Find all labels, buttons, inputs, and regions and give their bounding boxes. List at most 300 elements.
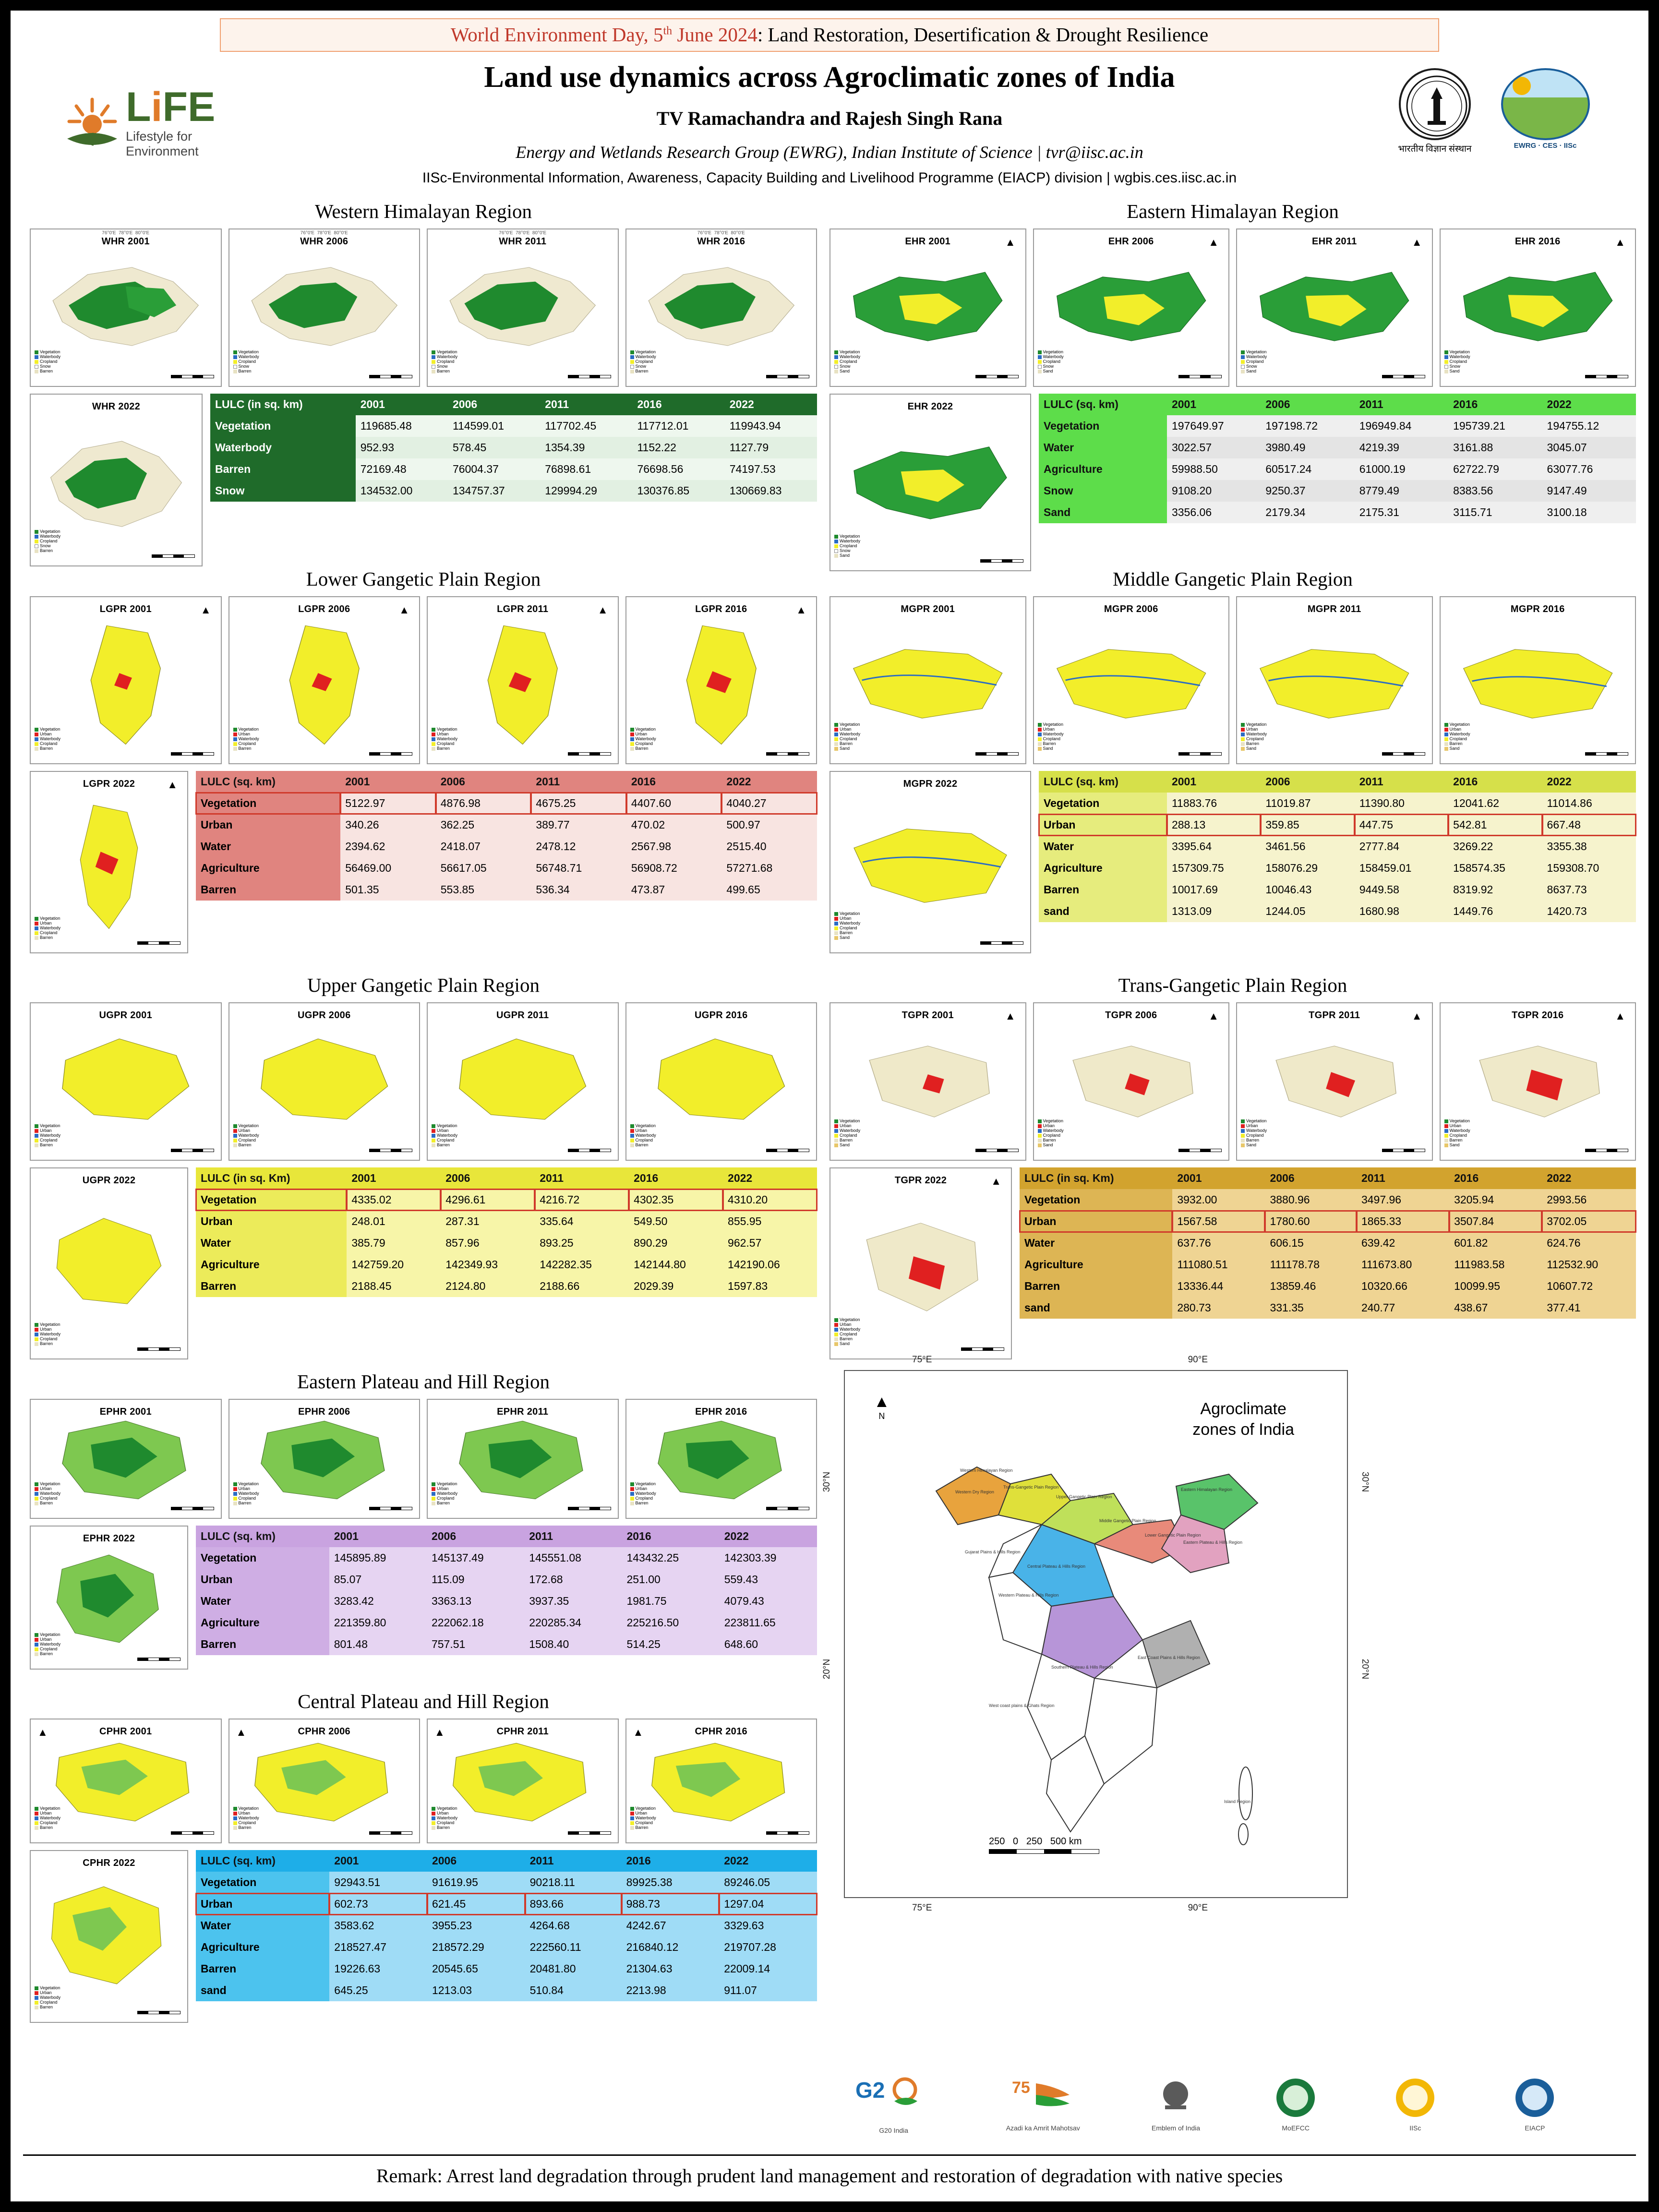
north-arrow-icon: ▲ — [434, 1726, 445, 1738]
region-title-mgpr: Middle Gangetic Plain Region — [1113, 568, 1353, 590]
map-lgpr-2011[interactable] — [427, 596, 619, 764]
map-cphr-2022[interactable] — [30, 1850, 188, 2023]
cell: 3932.00 — [1172, 1189, 1265, 1211]
cell: 2188.66 — [535, 1275, 629, 1297]
scale-250-left: 250 — [989, 1836, 1005, 1847]
cell: 1981.75 — [622, 1590, 719, 1612]
north-arrow-icon: ▲ — [1208, 1010, 1219, 1022]
region-ephr — [30, 1370, 817, 1677]
cell: 2179.34 — [1261, 502, 1354, 523]
col-header: 2006 — [427, 1850, 525, 1872]
map-mgpr-2006[interactable] — [1033, 596, 1230, 764]
cell: 111080.51 — [1172, 1254, 1265, 1275]
map-whr-2016[interactable]: 76°0'E 78°0'E 80°0'E WHR 2016 Vegetation Waterbody Cropland Snow Barren — [625, 228, 817, 387]
cell: 601.82 — [1449, 1232, 1542, 1254]
table-row — [1039, 793, 1636, 814]
map-legend: Vegetation Urban Waterbody Cropland Barren Sand — [834, 722, 860, 751]
table-ephr — [196, 1526, 817, 1655]
cell: 3283.42 — [329, 1590, 427, 1612]
table-row — [210, 415, 817, 437]
cell: 3497.96 — [1357, 1189, 1449, 1211]
cell: 129994.29 — [540, 480, 632, 502]
col-header: 2011 — [531, 771, 626, 793]
cell: 621.45 — [427, 1893, 525, 1915]
scale-bar — [137, 2011, 180, 2014]
map-label: WHR 2011 — [499, 236, 547, 247]
table-header-row — [1039, 771, 1636, 793]
cell: 578.45 — [448, 437, 540, 458]
map-ehr-2022[interactable] — [830, 394, 1031, 571]
cell: 542.81 — [1448, 814, 1542, 836]
map-ehr-2011[interactable] — [1236, 228, 1433, 387]
col-header: LULC (sq. km) — [196, 1850, 329, 1872]
cell: 4310.20 — [723, 1189, 817, 1211]
cell: 335.64 — [535, 1211, 629, 1232]
region-title-ugpr: Upper Gangetic Plain Region — [307, 974, 540, 996]
row-label: Vegetation — [1039, 415, 1167, 437]
map-label: TGPR 2022 — [894, 1175, 947, 1186]
cell: 1127.79 — [725, 437, 817, 458]
cell: 1420.73 — [1542, 901, 1636, 922]
cell: 220285.34 — [524, 1612, 622, 1634]
scale-bar — [1178, 1149, 1222, 1152]
cell: 2029.39 — [629, 1275, 723, 1297]
cell: 13336.44 — [1172, 1275, 1265, 1297]
map-legend: Vegetation Waterbody Cropland Snow Barren — [35, 529, 60, 553]
scale-bar — [369, 375, 412, 378]
col-header: 2011 — [1355, 771, 1448, 793]
row-label: Water — [196, 1915, 329, 1936]
table-row — [1020, 1275, 1636, 1297]
row-label: sand — [1039, 901, 1167, 922]
row-label: sand — [196, 1980, 329, 2001]
cell: 10017.69 — [1167, 879, 1261, 901]
north-arrow-icon: ▲ — [236, 1726, 247, 1738]
col-header: 2016 — [626, 771, 722, 793]
col-header: 2011 — [540, 394, 632, 415]
cell: 111983.58 — [1449, 1254, 1542, 1275]
region-whr — [30, 200, 817, 555]
cell: 158574.35 — [1448, 857, 1542, 879]
cell: 197198.72 — [1261, 415, 1354, 437]
map-ephr-2011[interactable] — [427, 1399, 619, 1519]
sun-icon — [63, 95, 121, 152]
cell: 56908.72 — [626, 857, 722, 879]
cell: 2777.84 — [1355, 836, 1448, 857]
life-wordmark — [126, 84, 216, 159]
scale-bar — [568, 1149, 611, 1152]
cell: 222560.11 — [525, 1936, 622, 1958]
iisc-caption: भारतीय विज्ञान संस्थान — [1398, 144, 1472, 154]
cell: 3980.49 — [1261, 437, 1354, 458]
cell: 287.31 — [441, 1211, 535, 1232]
svg-text:Western Himalayan Region: Western Himalayan Region — [960, 1468, 1013, 1473]
row-label: Urban — [196, 1569, 329, 1590]
table-row — [196, 1980, 817, 2001]
cell: 158459.01 — [1355, 857, 1448, 879]
map-lgpr-2001[interactable] — [30, 596, 222, 764]
event-banner — [220, 18, 1439, 52]
banner-event-date: June 2024 — [672, 24, 757, 46]
scale-bar — [1382, 752, 1425, 756]
map-label: EPHR 2011 — [497, 1407, 549, 1417]
ewrg-emblem-icon — [1501, 68, 1590, 140]
cell: 2394.62 — [340, 836, 436, 857]
col-header: 2001 — [1167, 394, 1261, 415]
cell: 3205.94 — [1449, 1189, 1542, 1211]
table-row — [196, 1590, 817, 1612]
row-label: Agriculture — [196, 1254, 347, 1275]
map-legend: Vegetation Urban Waterbody Cropland Barren Sand — [1038, 1118, 1064, 1147]
scale-bar — [369, 752, 412, 756]
scale-bar — [137, 1347, 180, 1351]
cell: 74197.53 — [725, 458, 817, 480]
table-header-row — [1020, 1167, 1636, 1189]
moefcc-caption: MoEFCC — [1282, 2124, 1310, 2132]
map-ephr-2016[interactable] — [625, 1399, 817, 1519]
map-label: TGPR 2001 — [902, 1010, 954, 1021]
banner-ordinal: th — [663, 24, 673, 37]
cell: 115.09 — [427, 1569, 524, 1590]
col-header: 2001 — [347, 1167, 441, 1189]
table-header-row — [196, 771, 817, 793]
cell: 1865.33 — [1357, 1211, 1449, 1232]
table-row — [196, 1211, 817, 1232]
map-legend: Vegetation Urban Waterbody Cropland Barren Sand — [834, 911, 860, 940]
row-label: Waterbody — [210, 437, 356, 458]
cell: 142349.93 — [441, 1254, 535, 1275]
scale-bar — [980, 941, 1023, 945]
cell: 60517.24 — [1261, 458, 1354, 480]
map-ehr-2006[interactable] — [1033, 228, 1230, 387]
cell: 890.29 — [629, 1232, 723, 1254]
cell: 2567.98 — [626, 836, 722, 857]
scale-0: 0 — [1013, 1836, 1019, 1847]
map-tgpr-2006[interactable] — [1033, 1002, 1230, 1161]
col-header: LULC (in sq. Km) — [1020, 1167, 1172, 1189]
azadi-logo — [1006, 2074, 1080, 2132]
cell: 359.85 — [1261, 814, 1354, 836]
col-header: 2006 — [448, 394, 540, 415]
row-label: Vegetation — [196, 1872, 329, 1893]
scale-bar — [975, 752, 1019, 756]
map-cphr-2016[interactable] — [625, 1719, 817, 1843]
scale-bar — [568, 1831, 611, 1835]
cell: 549.50 — [629, 1211, 723, 1232]
cell: 3363.13 — [427, 1590, 524, 1612]
coord-bottom-left: 75°E — [912, 1903, 932, 1913]
map-ehr-2016[interactable] — [1440, 228, 1636, 387]
cell: 240.77 — [1357, 1297, 1449, 1319]
scale-bar — [137, 941, 180, 945]
cell: 10046.43 — [1261, 879, 1354, 901]
col-header: 2001 — [356, 394, 448, 415]
map-ugpr-2006[interactable] — [228, 1002, 421, 1161]
iisc-footer-logo — [1391, 2074, 1439, 2132]
cell: 134757.37 — [448, 480, 540, 502]
col-header: 2001 — [1167, 771, 1261, 793]
north-arrow-icon: ▲ — [1411, 1010, 1422, 1022]
map-tgpr-2001[interactable] — [830, 1002, 1026, 1161]
cell: 21304.63 — [622, 1958, 720, 1980]
region-title-tgpr: Trans-Gangetic Plain Region — [1118, 974, 1347, 996]
map-legend: Vegetation Urban Waterbody Cropland Barren Sand — [834, 1118, 860, 1147]
map-mgpr-2022[interactable] — [830, 771, 1031, 953]
ewrg-logo — [1495, 68, 1596, 150]
region-title-ehr: Eastern Himalayan Region — [1127, 200, 1339, 222]
map-ephr-2001[interactable] — [30, 1399, 222, 1519]
map-row-mgpr-top — [830, 596, 1636, 764]
map-label: UGPR 2016 — [694, 1010, 748, 1021]
map-legend: Vegetation Urban Waterbody Cropland Barren — [35, 1322, 60, 1346]
cell: 331.35 — [1265, 1297, 1357, 1319]
cell: 251.00 — [622, 1569, 719, 1590]
map-label: TGPR 2006 — [1105, 1010, 1157, 1021]
scale-bar — [1178, 752, 1222, 756]
scale-bar — [975, 375, 1019, 378]
life-letters-fe: FE — [162, 84, 216, 131]
cell: 1152.22 — [632, 437, 724, 458]
map-mgpr-2001[interactable] — [830, 596, 1026, 764]
svg-text:West coast plains & Ghats Regi: West coast plains & Ghats Region — [989, 1703, 1055, 1708]
col-header: 2006 — [1261, 394, 1354, 415]
cell: 197649.97 — [1167, 415, 1261, 437]
cell: 91619.95 — [427, 1872, 525, 1893]
cell: 13859.46 — [1265, 1275, 1357, 1297]
cell: 9250.37 — [1261, 480, 1354, 502]
cell: 223811.65 — [720, 1612, 817, 1634]
cell: 142759.20 — [347, 1254, 441, 1275]
coord-bottom-right: 90°E — [1188, 1903, 1208, 1913]
table-row — [196, 1254, 817, 1275]
map-label: LGPR 2006 — [298, 604, 350, 614]
cell: 62722.79 — [1448, 458, 1542, 480]
table-row — [196, 1872, 817, 1893]
cell: 510.84 — [525, 1980, 622, 2001]
svg-text:Gujarat Plains & Hills Region: Gujarat Plains & Hills Region — [965, 1550, 1021, 1554]
row-label: Vegetation — [210, 415, 356, 437]
map-tgpr-2011[interactable] — [1236, 1002, 1433, 1161]
cell: 648.60 — [720, 1634, 817, 1655]
map-legend: Vegetation Urban Waterbody Cropland Barren Sand — [1241, 1118, 1267, 1147]
map-mgpr-2011[interactable] — [1236, 596, 1433, 764]
cell: 500.97 — [721, 814, 817, 836]
cell: 855.95 — [723, 1211, 817, 1232]
cell: 3045.07 — [1542, 437, 1636, 458]
col-header: 2011 — [525, 1850, 622, 1872]
coord-right-mid: 20°N — [1359, 1659, 1370, 1680]
map-label: EHR 2006 — [1108, 236, 1154, 247]
scale-250-right: 250 — [1026, 1836, 1043, 1847]
scale-bar — [766, 1831, 809, 1835]
map-label: EPHR 2016 — [695, 1407, 747, 1417]
region-title-whr: Western Himalayan Region — [314, 200, 532, 222]
svg-text:East Coast Plains & Hills Regi: East Coast Plains & Hills Region — [1138, 1655, 1201, 1660]
cell: 63077.76 — [1542, 458, 1636, 480]
region-title-ephr: Eastern Plateau and Hill Region — [297, 1370, 550, 1393]
map-lgpr-2022[interactable] — [30, 771, 188, 953]
svg-text:Upper Gangetic Plain Region: Upper Gangetic Plain Region — [1056, 1494, 1112, 1499]
map-legend: Vegetation Urban Waterbody Cropland Barren — [233, 1123, 259, 1147]
map-lgpr-2006[interactable] — [228, 596, 421, 764]
map-ugpr-2001[interactable] — [30, 1002, 222, 1161]
region-ehr — [830, 200, 1636, 558]
scale-bar — [766, 375, 809, 378]
india-agroclimate-map[interactable] — [822, 1355, 1370, 1913]
table-cphr — [196, 1850, 817, 2001]
map-tgpr-2016[interactable] — [1440, 1002, 1636, 1161]
map-label: EHR 2022 — [907, 401, 953, 412]
cell: 8637.73 — [1542, 879, 1636, 901]
svg-text:Western Plateau & Hills Region: Western Plateau & Hills Region — [998, 1593, 1059, 1598]
cell: 20545.65 — [427, 1958, 525, 1980]
map-whr-2001[interactable]: 76°0'E 78°0'E 80°0'E WHR 2001 Vegetation Waterbody Cropland Snow Barren — [30, 228, 222, 387]
map-label: EPHR 2022 — [83, 1533, 135, 1544]
map-label: CPHR 2022 — [83, 1858, 135, 1868]
affiliation-primary: Energy and Wetlands Research Group (EWRG), Indian Institute of Science | tvr@iisc.ac.in — [516, 143, 1143, 162]
scale-bar — [369, 1507, 412, 1510]
map-ephr-2022[interactable] — [30, 1526, 188, 1670]
map-whr-2022[interactable] — [30, 394, 203, 566]
col-header: 2006 — [1265, 1167, 1357, 1189]
cell: 145137.49 — [427, 1547, 524, 1569]
cell: 92943.51 — [329, 1872, 427, 1893]
region-lgpr — [30, 567, 817, 961]
svg-text:Island Region: Island Region — [1224, 1799, 1251, 1804]
map-label: EHR 2001 — [905, 236, 951, 247]
table-row — [1039, 901, 1636, 922]
cell: 3702.05 — [1542, 1211, 1636, 1232]
map-tgpr-2022[interactable] — [830, 1167, 1012, 1359]
svg-text:Western Dry Region: Western Dry Region — [955, 1490, 994, 1494]
iisc-footer-caption: IISc — [1409, 2124, 1421, 2132]
region-tgpr — [830, 974, 1636, 1358]
cell: 280.73 — [1172, 1297, 1265, 1319]
region-title-cphr: Central Plateau and Hill Region — [298, 1690, 549, 1712]
map-legend: Vegetation Urban Waterbody Cropland Barren — [35, 1481, 60, 1505]
cell: 159308.70 — [1542, 857, 1636, 879]
map-legend: Vegetation Urban Waterbody Cropland Barren — [35, 1985, 60, 2009]
north-arrow-icon: ▲ — [167, 779, 178, 791]
map-whr-2011[interactable]: 76°0'E 78°0'E 80°0'E WHR 2011 Vegetation Waterbody Cropland Snow Barren — [427, 228, 619, 387]
cell: 76004.37 — [448, 458, 540, 480]
map-ehr-2001[interactable] — [830, 228, 1026, 387]
map-whr-2006[interactable]: 76°0'E 78°0'E 80°0'E WHR 2006 Vegetation Waterbody Cropland Snow Barren — [228, 228, 421, 387]
row-label: Barren — [196, 879, 340, 901]
col-header: LULC (in sq. km) — [210, 394, 356, 415]
map-label: WHR 2001 — [101, 236, 150, 247]
cell: 72169.48 — [356, 458, 448, 480]
table-row — [1039, 480, 1636, 502]
row-label: Barren — [196, 1634, 329, 1655]
coord-left-mid: 20°N — [822, 1659, 832, 1680]
map-cphr-2006[interactable] — [228, 1719, 421, 1843]
cell: 4335.02 — [347, 1189, 441, 1211]
cell: 10607.72 — [1542, 1275, 1636, 1297]
scale-bar — [152, 554, 195, 558]
cell: 602.73 — [329, 1893, 427, 1915]
table-row — [1039, 857, 1636, 879]
cell: 447.75 — [1355, 814, 1448, 836]
cell: 893.66 — [525, 1893, 622, 1915]
north-arrow-icon: ▲ — [1005, 1010, 1016, 1022]
map-mgpr-2016[interactable] — [1440, 596, 1636, 764]
iisc-emblem-icon — [1399, 68, 1471, 140]
cell: 76898.61 — [540, 458, 632, 480]
map-ephr-2006[interactable] — [228, 1399, 421, 1519]
cell: 119943.94 — [725, 415, 817, 437]
cell: 438.67 — [1449, 1297, 1542, 1319]
map-label: WHR 2022 — [92, 401, 141, 412]
map-ugpr-2016[interactable] — [625, 1002, 817, 1161]
cell: 3937.35 — [524, 1590, 622, 1612]
table-row — [1020, 1189, 1636, 1211]
map-label: EPHR 2006 — [298, 1407, 350, 1417]
cell: 1297.04 — [719, 1893, 817, 1915]
map-label: UGPR 2011 — [496, 1010, 549, 1021]
cell: 952.93 — [356, 437, 448, 458]
scale-bar — [961, 1347, 1004, 1351]
map-legend: Vegetation Urban Waterbody Cropland Barren Sand — [834, 1317, 860, 1346]
footer-divider — [23, 2154, 1636, 2156]
map-cphr-2011[interactable] — [427, 1719, 619, 1843]
ewrg-caption: EWRG · CES · IISc — [1514, 142, 1577, 150]
cell: 4079.43 — [720, 1590, 817, 1612]
azadi-caption: Azadi ka Amrit Mahotsav — [1006, 2124, 1080, 2132]
page-title: Land use dynamics across Agroclimatic zones of India — [484, 61, 1175, 94]
svg-text:Trans-Gangetic Plain Region: Trans-Gangetic Plain Region — [1003, 1485, 1059, 1490]
col-header: 2006 — [427, 1526, 524, 1547]
map-label: LGPR 2022 — [83, 779, 135, 789]
cell: 3269.22 — [1448, 836, 1542, 857]
row-label: Water — [196, 1590, 329, 1612]
map-legend: Vegetation Urban Waterbody Cropland Barren — [233, 1481, 259, 1505]
table-tgpr — [1020, 1167, 1636, 1319]
table-row — [196, 1612, 817, 1634]
row-label: Vegetation — [1020, 1189, 1172, 1211]
cell: 988.73 — [622, 1893, 720, 1915]
map-legend: Vegetation Urban Waterbody Cropland Barren — [432, 1806, 457, 1830]
map-legend: Vegetation Urban Waterbody Cropland Barren — [35, 1806, 60, 1830]
row-label: Barren — [196, 1275, 347, 1297]
north-arrow-icon: ▲ — [1615, 1010, 1625, 1022]
cell: 667.48 — [1542, 814, 1636, 836]
cell: 3356.06 — [1167, 502, 1261, 523]
cell: 11019.87 — [1261, 793, 1354, 814]
map-lgpr-2016[interactable] — [625, 596, 817, 764]
north-arrow-icon: ▲ N — [874, 1393, 890, 1421]
col-header: 2006 — [441, 1167, 535, 1189]
cell: 112532.90 — [1542, 1254, 1636, 1275]
cell: 20481.80 — [525, 1958, 622, 1980]
map-ugpr-2011[interactable] — [427, 1002, 619, 1161]
cell: 145551.08 — [524, 1547, 622, 1569]
map-cphr-2001[interactable] — [30, 1719, 222, 1843]
table-row — [196, 1189, 817, 1211]
row-label: Agriculture — [1039, 857, 1167, 879]
cell: 553.85 — [436, 879, 531, 901]
cell: 195739.21 — [1448, 415, 1542, 437]
row-label: Barren — [1039, 879, 1167, 901]
cell: 11390.80 — [1355, 793, 1448, 814]
col-header: LULC (sq. km) — [196, 771, 340, 793]
map-legend: Vegetation Waterbody Cropland Snow Sand — [1241, 349, 1267, 373]
cell: 90218.11 — [525, 1872, 622, 1893]
map-legend: Vegetation Urban Waterbody Cropland Barren — [35, 1632, 60, 1656]
col-header: 2016 — [622, 1850, 720, 1872]
map-ugpr-2022[interactable] — [30, 1167, 188, 1359]
table-row — [196, 1232, 817, 1254]
